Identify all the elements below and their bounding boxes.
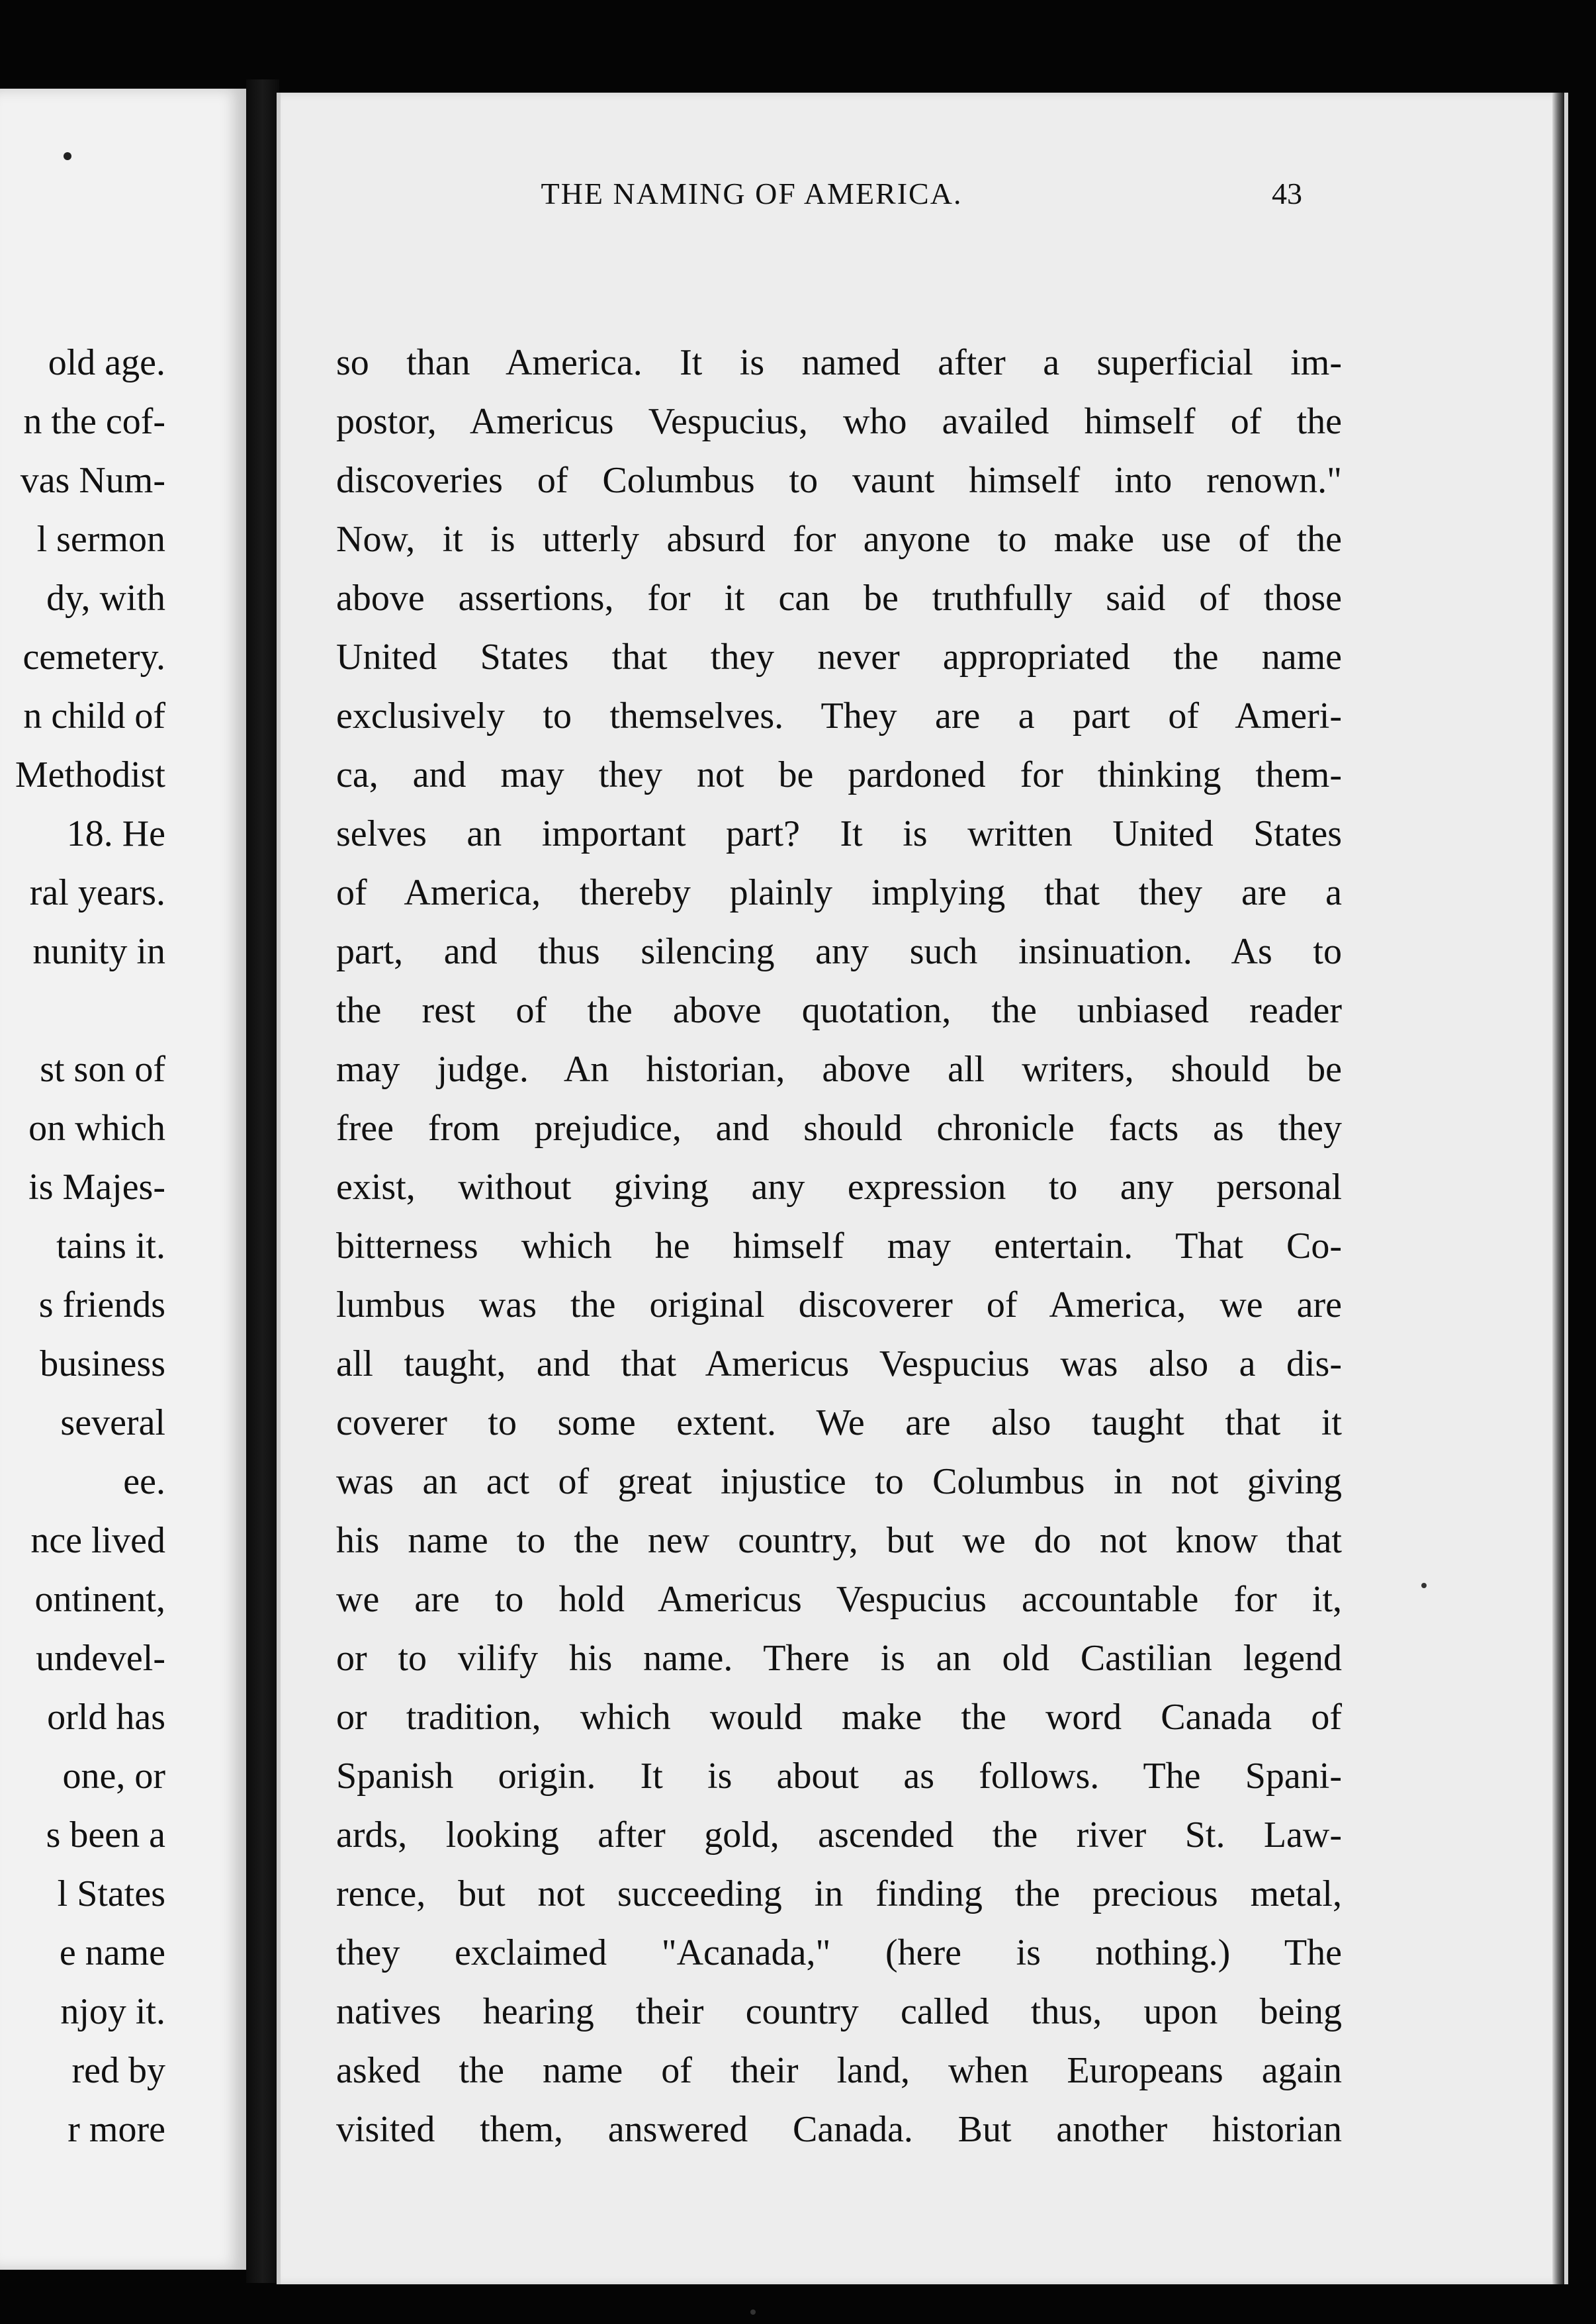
left-page-line: on which — [28, 1108, 165, 1149]
left-page-line: old age. — [48, 342, 165, 383]
body-text-line: all taught, and that Americus Vespucius was also a dis- — [336, 1343, 1342, 1384]
left-page-line: ontinent, — [34, 1579, 165, 1620]
left-page-line: is Majes- — [28, 1167, 165, 1208]
left-page-line: business — [40, 1343, 165, 1384]
left-page-line: nce lived — [30, 1520, 165, 1561]
body-text-line: exist, without giving any expression to any personal — [336, 1167, 1342, 1208]
body-text-line: or to vilify his name. There is an old Castilian legend — [336, 1638, 1342, 1679]
body-text-line: they exclaimed "Acanada," (here is nothing.) The — [336, 1932, 1342, 1973]
body-text-line: rence, but not succeeding in finding the precious metal, — [336, 1873, 1342, 1914]
body-text-line: lumbus was the original discoverer of America, we are — [336, 1284, 1342, 1325]
body-text-line: was an act of great injustice to Columbus in not giving — [336, 1461, 1342, 1502]
left-page-line: n child of — [23, 695, 165, 737]
body-text-line: Spanish origin. It is about as follows. The Spani- — [336, 1756, 1342, 1797]
left-page-line: several — [60, 1402, 165, 1443]
body-text-line: ards, looking after gold, ascended the river St. Law- — [336, 1814, 1342, 1855]
body-text-line: natives hearing their country called thus, upon being — [336, 1991, 1342, 2032]
left-page-line: red by — [71, 2050, 165, 2091]
page-number: 43 — [1272, 177, 1302, 210]
ink-speck — [64, 152, 71, 160]
left-page-line: s friends — [38, 1284, 165, 1325]
left-page-line: 18. He — [66, 813, 165, 854]
left-page-line: njoy it. — [60, 1991, 165, 2032]
left-page-line: ee. — [123, 1461, 165, 1502]
book-spine — [246, 79, 279, 2283]
left-page-line: r more — [67, 2109, 165, 2150]
ink-speck — [1421, 1583, 1427, 1588]
body-text-line: or tradition, which would make the word Canada of — [336, 1697, 1342, 1738]
left-page-line: tains it. — [56, 1226, 165, 1267]
body-text-line: postor, Americus Vespucius, who availed himself of the — [336, 401, 1342, 442]
left-page-line: orld has — [47, 1697, 165, 1738]
body-text-line: bitterness which he himself may entertain. That Co- — [336, 1226, 1342, 1267]
body-text-line: ca, and may they not be pardoned for thinking them- — [336, 754, 1342, 795]
left-page-line: st son of — [40, 1049, 165, 1090]
left-page-line: one, or — [62, 1756, 165, 1797]
body-text-line: we are to hold Americus Vespucius accountable for it, — [336, 1579, 1342, 1620]
body-text-line: asked the name of their land, when Europeans again — [336, 2050, 1342, 2091]
left-page-line: ral years. — [29, 872, 165, 913]
left-page-line: Methodist — [15, 754, 165, 795]
body-text-line: of America, thereby plainly implying that they are a — [336, 872, 1342, 913]
left-page-line: undevel- — [36, 1638, 165, 1679]
left-page-line: nunity in — [32, 931, 165, 972]
body-text-line: visited them, answered Canada. But another historian — [336, 2109, 1342, 2150]
body-text-line: above assertions, for it can be truthfully said of those — [336, 578, 1342, 619]
left-page-line: e name — [59, 1932, 165, 1973]
left-page-line: l States — [57, 1873, 165, 1914]
body-text-line: exclusively to themselves. They are a part of Ameri- — [336, 695, 1342, 737]
running-head: THE NAMING OF AMERICA. — [541, 177, 963, 210]
left-page-line: s been a — [46, 1814, 165, 1855]
left-page-line: vas Num- — [20, 460, 165, 501]
body-text-line: selves an important part? It is written United States — [336, 813, 1342, 854]
ink-speck — [750, 2309, 756, 2315]
left-page-line: dy, with — [46, 578, 165, 619]
body-text-line: discoveries of Columbus to vaunt himself into renown." — [336, 460, 1342, 501]
left-page-line: cemetery. — [22, 637, 165, 678]
body-text-line: United States that they never appropriated the name — [336, 637, 1342, 678]
body-text-line: part, and thus silencing any such insinuation. As to — [336, 931, 1342, 972]
body-text-line: his name to the new country, but we do not know that — [336, 1520, 1342, 1561]
left-page-line: l sermon — [36, 519, 165, 560]
body-text-line: Now, it is utterly absurd for anyone to make use of the — [336, 519, 1342, 560]
body-text-line: so than America. It is named after a superficial im- — [336, 342, 1342, 383]
left-page-line: n the cof- — [23, 401, 165, 442]
body-text-line: coverer to some extent. We are also taught that it — [336, 1402, 1342, 1443]
body-text-line: free from prejudice, and should chronicle facts as they — [336, 1108, 1342, 1149]
page-edge — [1552, 93, 1564, 2284]
body-text-line: the rest of the above quotation, the unbiased reader — [336, 990, 1342, 1031]
body-text-line: may judge. An historian, above all writers, should be — [336, 1049, 1342, 1090]
